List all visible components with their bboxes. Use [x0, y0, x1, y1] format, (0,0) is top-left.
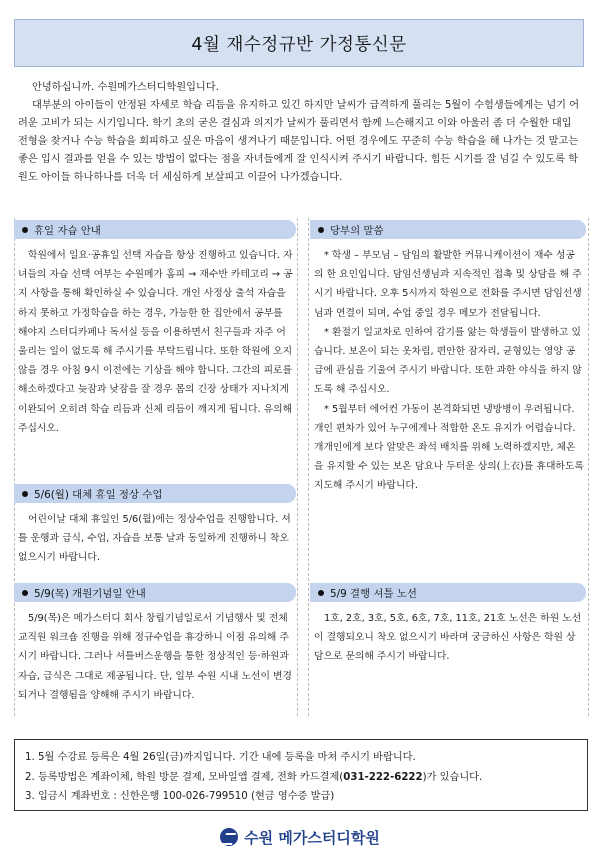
phone-number: 031-222-6222 [343, 771, 423, 783]
section-body [14, 246, 296, 438]
registration-notice-box [14, 739, 588, 811]
column-divider [297, 218, 298, 716]
section-body [310, 609, 586, 667]
notice-line: 1. 5월 수강료 등록은 4월 26일(금)까지입니다. 기간 내에 등록을 마쳐 주시기 바랍니다. [25, 752, 416, 763]
section-paragraph: 5/9(목)은 메가스터디 회사 창립기념일로서 기념행사 및 전체 교직원 워크숍 진행을 위해 정규수업을 휴강하니 이점 유의해 주시기 바랍니다. 그러나 셔틀버스운행을 통한 정상적인 등·하원과 자습, 급식은 그대로 제공됩니다. 단, 일부 수원 시내 노선이 변경되거나 결행됨을 양해해 주시기 바랍니다. [18, 613, 292, 701]
section-heading-text: 5/9 결행 셔틀 노선 [330, 588, 417, 600]
notice-text: 2. 등록방법은 계좌이체, 학원 방문 결제, 모바일앱 결제, 전화 카드결제( [25, 771, 344, 783]
megastudy-logo-icon [220, 828, 238, 846]
section-paragraph: * 학생 – 부모님 – 담임의 활발한 커뮤니케이션이 재수 성공의 한 요인입니다. 담임선생님과 지속적인 접촉 및 상담을 해 주시기 바랍니다. 오후 5시까지 학원으로 전화를 주시면 담임선생님과 연결이 되며, 수업 중일 경우 메모가 전달됩니다. [314, 250, 582, 319]
intro-paragraph: 대부분의 아이들이 안정된 자세로 학습 리듬을 유지하고 있긴 하지만 날씨가 급격하게 풀리는 5월이 수험생들에게는 넘기 어려운 고비가 되는 시기입니다. 학기 초의 굳은 결심과 의지가 날씨가 풀리면서 함께 느슨해지고 이와 아울러 좀 더 수월한 대입 전형을 찾거나 수능 학습을 회피하고 싶은 마음이 생겨나기 때문입니다. 어떤 경우에도 꾸준히 수능 학습을 해 나가는 것 말고는 좋은 입시 결과를 얻을 수 있는 방법이 없다는 점을 자녀들에게 잘 인식시켜 주시기 바랍니다. 힘든 시기를 잘 넘길 수 있도록 학원도 아이들 하나하나를 더욱 더 세심하게 보살피고 이끌어 나가겠습니다. [18, 100, 580, 183]
section-substitute-holiday [14, 484, 296, 568]
section-heading-text: 당부의 말씀 [330, 225, 384, 237]
intro-greeting: 안녕하십니까. 수원메가스터디학원입니다. [32, 82, 219, 93]
notice-line: 3. 입금시 계좌번호 : 신한은행 100-026-799510 (현금 영수증 발급) [25, 791, 335, 802]
section-body [14, 609, 296, 705]
section-body [310, 246, 586, 496]
section-anniversary [14, 583, 296, 705]
bullet-icon [22, 590, 28, 596]
section-heading [14, 583, 296, 602]
section-paragraph: 어린이날 대체 휴일인 5/6(월)에는 정상수업을 진행합니다. 셔틀 운행과 급식, 수업, 자습을 보통 날과 동일하게 진행하니 착오 없으시기 바랍니다. [18, 514, 291, 564]
bullet-icon [318, 227, 324, 233]
section-heading-text: 5/6(월) 대체 휴일 정상 수업 [34, 489, 163, 501]
column-divider [588, 218, 589, 716]
section-heading [310, 583, 586, 602]
section-shuttle [310, 583, 586, 667]
intro-text [18, 79, 584, 187]
page-title: 4월 재수정규반 가정통신문 [191, 34, 407, 55]
bullet-icon [22, 227, 28, 233]
bullet-icon [22, 491, 28, 497]
section-body [14, 510, 296, 568]
section-heading-text: 5/9(목) 개원기념일 안내 [34, 588, 146, 600]
column-divider [308, 218, 309, 716]
footer-logo [0, 824, 600, 850]
section-paragraph: * 5월부터 에어컨 가동이 본격화되면 냉방병이 우려됩니다. 개인 편차가 있어 누구에게나 적합한 온도 유지가 어렵습니다. 개개인에게 보다 알맞은 좌석 배치를 위해 노력하겠지만, 체온을 유지할 수 있는 보온 담요나 두터운 상의(上衣)를 휴대하도록 지도해 주시기 바랍니다. [314, 403, 584, 492]
section-heading-text: 휴일 자습 안내 [34, 225, 101, 237]
section-paragraph: 학원에서 일요·공휴일 선택 자습을 항상 진행하고 있습니다. 자녀들의 자습 선택 여부는 수원메가 홈피 → 재수반 카테고리 → 공지 사항을 통해 확인하실 수 있습니다. 개인 사정상 출석 자습을 하지 못하고 가정학습을 하는 경우, 가능한 한 집안에서 공부를 해야지 스터디카페나 독서실 등을 이용하면서 친구들과 자주 어울리는 일이 없도록 해 주시기를 부탁드립니다. 또한 학원에 오지 않을 경우 아침 9시 이전에는 기상을 해야 합니다. 그간의 피로를 해소하겠다고 늦잠과 낮잠을 잘 경우 몸의 긴장 상태가 지나치게 이완되어 오히려 학습 리듬과 신체 리듬이 깨지게 됩니다. 유의해 주십시오. [18, 250, 293, 434]
section-request [310, 220, 586, 496]
section-heading [14, 484, 296, 503]
section-heading [310, 220, 586, 239]
notice-text: )가 있습니다. [422, 771, 483, 783]
bullet-icon [318, 590, 324, 596]
section-heading [14, 220, 296, 239]
section-paragraph: * 환절기 일교차로 인하여 감기를 앓는 학생들이 발생하고 있습니다. 보온이 되는 옷차림, 편안한 잠자리, 균형있는 영양 공급에 관심을 기울여 주시기 바랍니다. 또한 과한 야식을 하지 않도록 해 주십시오. [314, 326, 582, 396]
title-banner [14, 19, 584, 67]
section-holiday-study [14, 220, 296, 438]
logo-text: 수원 메가스터디학원 [244, 828, 380, 847]
notice-line [25, 768, 577, 788]
section-paragraph: 1호, 2호, 3호, 5호, 6호, 7호, 11호, 21호 노선은 하원 노선이 결행되오니 착오 없으시기 바라며 궁금하신 사항은 학원 상담으로 문의해 주시기 바랍니다. [314, 613, 582, 663]
